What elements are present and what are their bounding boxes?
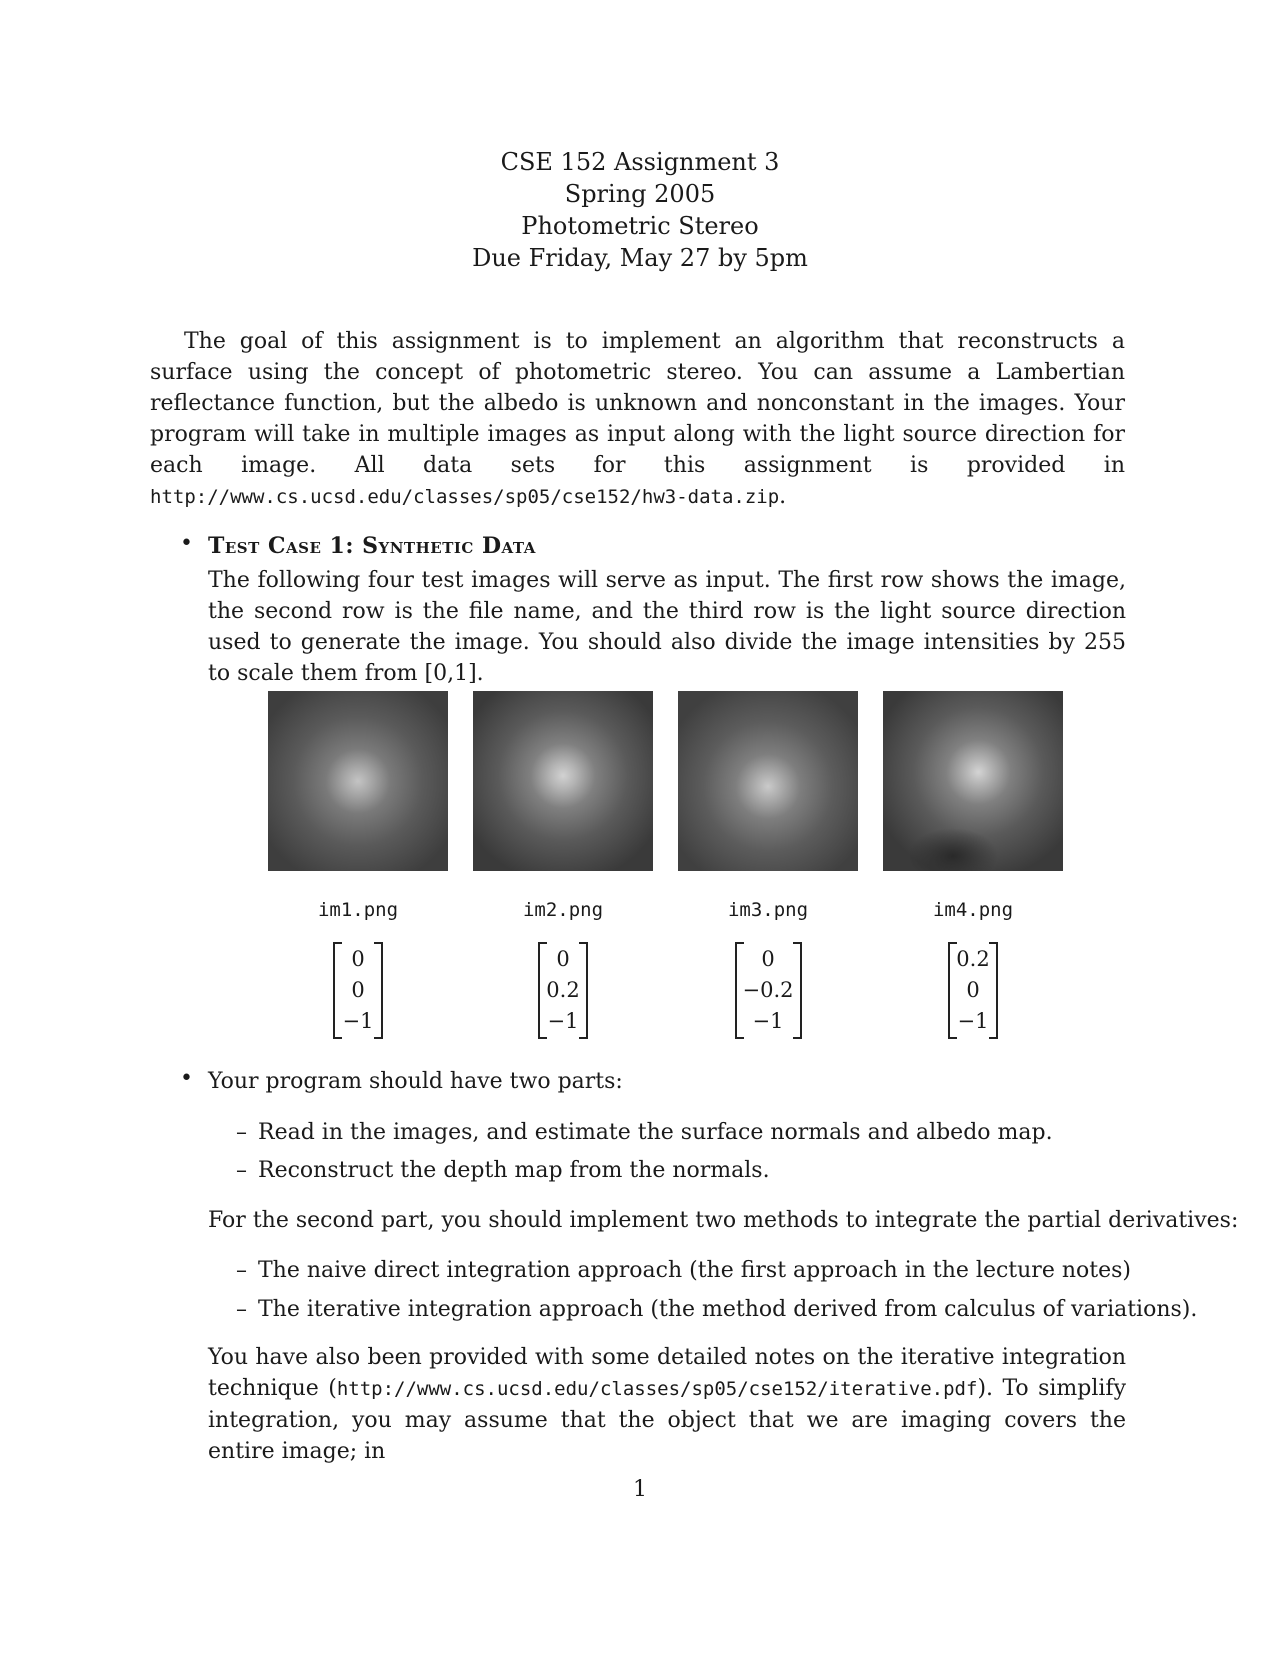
vector-y: 0	[966, 978, 980, 1002]
intro-paragraph	[150, 326, 1125, 513]
intro-end: .	[779, 484, 787, 509]
vector-z: −1	[957, 1009, 989, 1033]
dash-icon: –	[236, 1158, 247, 1183]
light-direction-vector	[268, 942, 448, 1039]
parts-intro: Your program should have two parts:	[208, 1069, 623, 1094]
vector-x: 0.2	[956, 947, 990, 971]
test-image-2	[473, 691, 653, 871]
list-item: – The naive direct integration approach (the first approach in the lecture notes)	[236, 1255, 1131, 1286]
dash-icon: –	[236, 1258, 247, 1283]
test-image-1	[268, 691, 448, 871]
bullet-icon: •	[180, 531, 193, 556]
image-filename: im4.png	[932, 899, 1014, 921]
list-item: – Read in the images, and estimate the surface normals and albedo map.	[236, 1117, 1053, 1148]
intro-text: The goal of this assignment is to implement an algorithm that reconstructs a surface using the concept of photometric stereo. You can assume a Lambertian reflectance function, but the albedo is unknown and nonconstant in the images. Your program will take in multiple images as input along with the light source direction for each image. All data sets for this assignment is provided in	[150, 329, 1125, 478]
course-title: CSE 152 Assignment 3	[500, 148, 780, 176]
vector-z: −1	[342, 1009, 374, 1033]
notes-paragraph: You have also been provided with some detailed notes on the iterative integration technique (http://www.cs.ucsd.edu/classes/sp05/cse152/iterative.pdf). To simplify integration, you may assume that the object that we are imaging covers the entire image; in	[208, 1345, 1126, 1464]
due-date: Due Friday, May 27 by 5pm	[472, 244, 808, 272]
vector-x: 0	[761, 947, 775, 971]
image-filename: im1.png	[317, 899, 399, 921]
bullet-icon: •	[180, 1066, 193, 1091]
vector-x: 0	[351, 947, 365, 971]
vector-y: −0.2	[742, 978, 794, 1002]
list-item: – Reconstruct the depth map from the normals.	[236, 1155, 770, 1186]
title-block	[0, 146, 1280, 274]
data-url-link[interactable]: http://www.cs.ucsd.edu/classes/sp05/cse152/hw3-data.zip	[150, 486, 780, 508]
vector-x: 0	[556, 947, 570, 971]
section-title: Test Case 1: Synthetic Data	[208, 533, 536, 559]
test-image-3	[678, 691, 858, 871]
notes-url-link[interactable]: http://www.cs.ucsd.edu/classes/sp05/cse152/iterative.pdf	[336, 1378, 978, 1400]
vector-y: 0	[351, 978, 365, 1002]
second-part-intro: For the second part, you should implement two methods to integrate the partial derivatives:	[208, 1208, 1239, 1233]
dash-icon: –	[236, 1297, 247, 1322]
term: Spring 2005	[564, 180, 716, 208]
page-number: 1	[633, 1477, 647, 1502]
test-case-paragraph: The following four test images will serve as input. The first row shows the image, the second row is the file name, and the third row is the light source direction used to generate the image. You should also divide the image intensities by 255 to scale them from [0,1].	[208, 568, 1126, 686]
dash-icon: –	[236, 1120, 247, 1145]
vector-z: −1	[752, 1009, 784, 1033]
test-image-4	[883, 691, 1063, 871]
light-direction-vector	[883, 942, 1063, 1039]
list-item: – The iterative integration approach (the method derived from calculus of variations).	[236, 1294, 1197, 1325]
image-filename: im2.png	[522, 899, 604, 921]
light-direction-vector	[473, 942, 653, 1039]
assignment-topic: Photometric Stereo	[521, 212, 759, 240]
light-direction-vector	[678, 942, 858, 1039]
vector-z: −1	[547, 1009, 579, 1033]
vector-y: 0.2	[546, 978, 580, 1002]
image-filename: im3.png	[727, 899, 809, 921]
